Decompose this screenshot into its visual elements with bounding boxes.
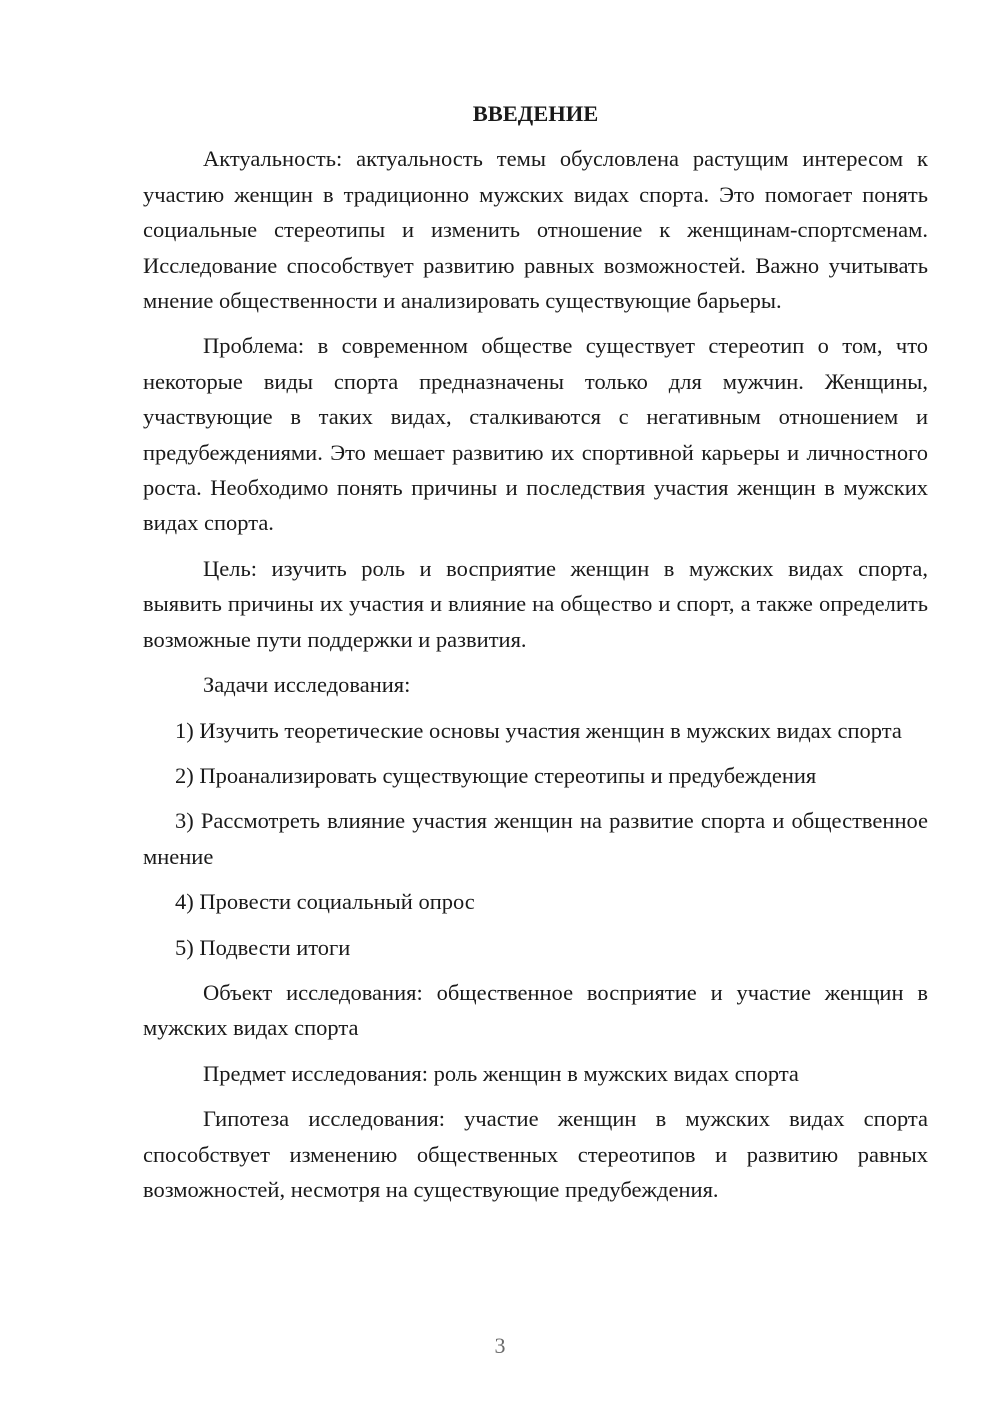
document-page bbox=[143, 96, 928, 1217]
task-item: 1) Изучить теоретические основы участия женщин в мужских видах спорта bbox=[175, 717, 902, 743]
paragraph-subject: Предмет исследования: роль женщин в мужских видах спорта bbox=[203, 1060, 799, 1086]
tasks-heading: Задачи исследования: bbox=[203, 672, 411, 698]
task-item: 5) Подвести итоги bbox=[175, 934, 351, 960]
paragraph-object: Объект исследования: общественное восприятие и участие женщин в мужских видах спорта bbox=[143, 979, 928, 1041]
task-item: 2) Проанализировать существующие стереотипы и предубеждения bbox=[175, 762, 817, 788]
paragraph-problem: Проблема: в современном обществе существует стереотип о том, что некоторые виды спорта предназначены только для мужчин. Женщины, участвующие в таких видах, сталкиваются с негативным отношением и предубеждениями. Это мешает развитию их спортивной карьеры и личностного роста. Необходимо понять причины и последствия участия женщин в мужских видах спорта. bbox=[143, 333, 928, 536]
page-number: 3 bbox=[494, 1333, 506, 1358]
paragraph-hypothesis: Гипотеза исследования: участие женщин в мужских видах спорта способствует изменению общественных стереотипов и развитию равных возможностей, несмотря на существующие предубеждения. bbox=[143, 1106, 928, 1202]
paragraph-goal: Цель: изучить роль и восприятие женщин в мужских видах спорта, выявить причины их участия и влияние на общество и спорт, а также определить возможные пути поддержки и развития. bbox=[143, 555, 928, 652]
task-item: 4) Провести социальный опрос bbox=[175, 889, 475, 915]
section-title: ВВЕДЕНИЕ bbox=[472, 101, 599, 126]
task-item: 3) Рассмотреть влияние участия женщин на развитие спорта и общественное мнение bbox=[143, 808, 928, 869]
paragraph-relevance: Актуальность: актуальность темы обусловлена растущим интересом к участию женщин в традиционно мужских видах спорта. Это помогает понять социальные стереотипы и изменить отношение к женщинам-спортсменам. Исследование способствует развитию равных возможностей. Важно учитывать мнение общественности и анализировать существующие барьеры. bbox=[143, 146, 928, 314]
